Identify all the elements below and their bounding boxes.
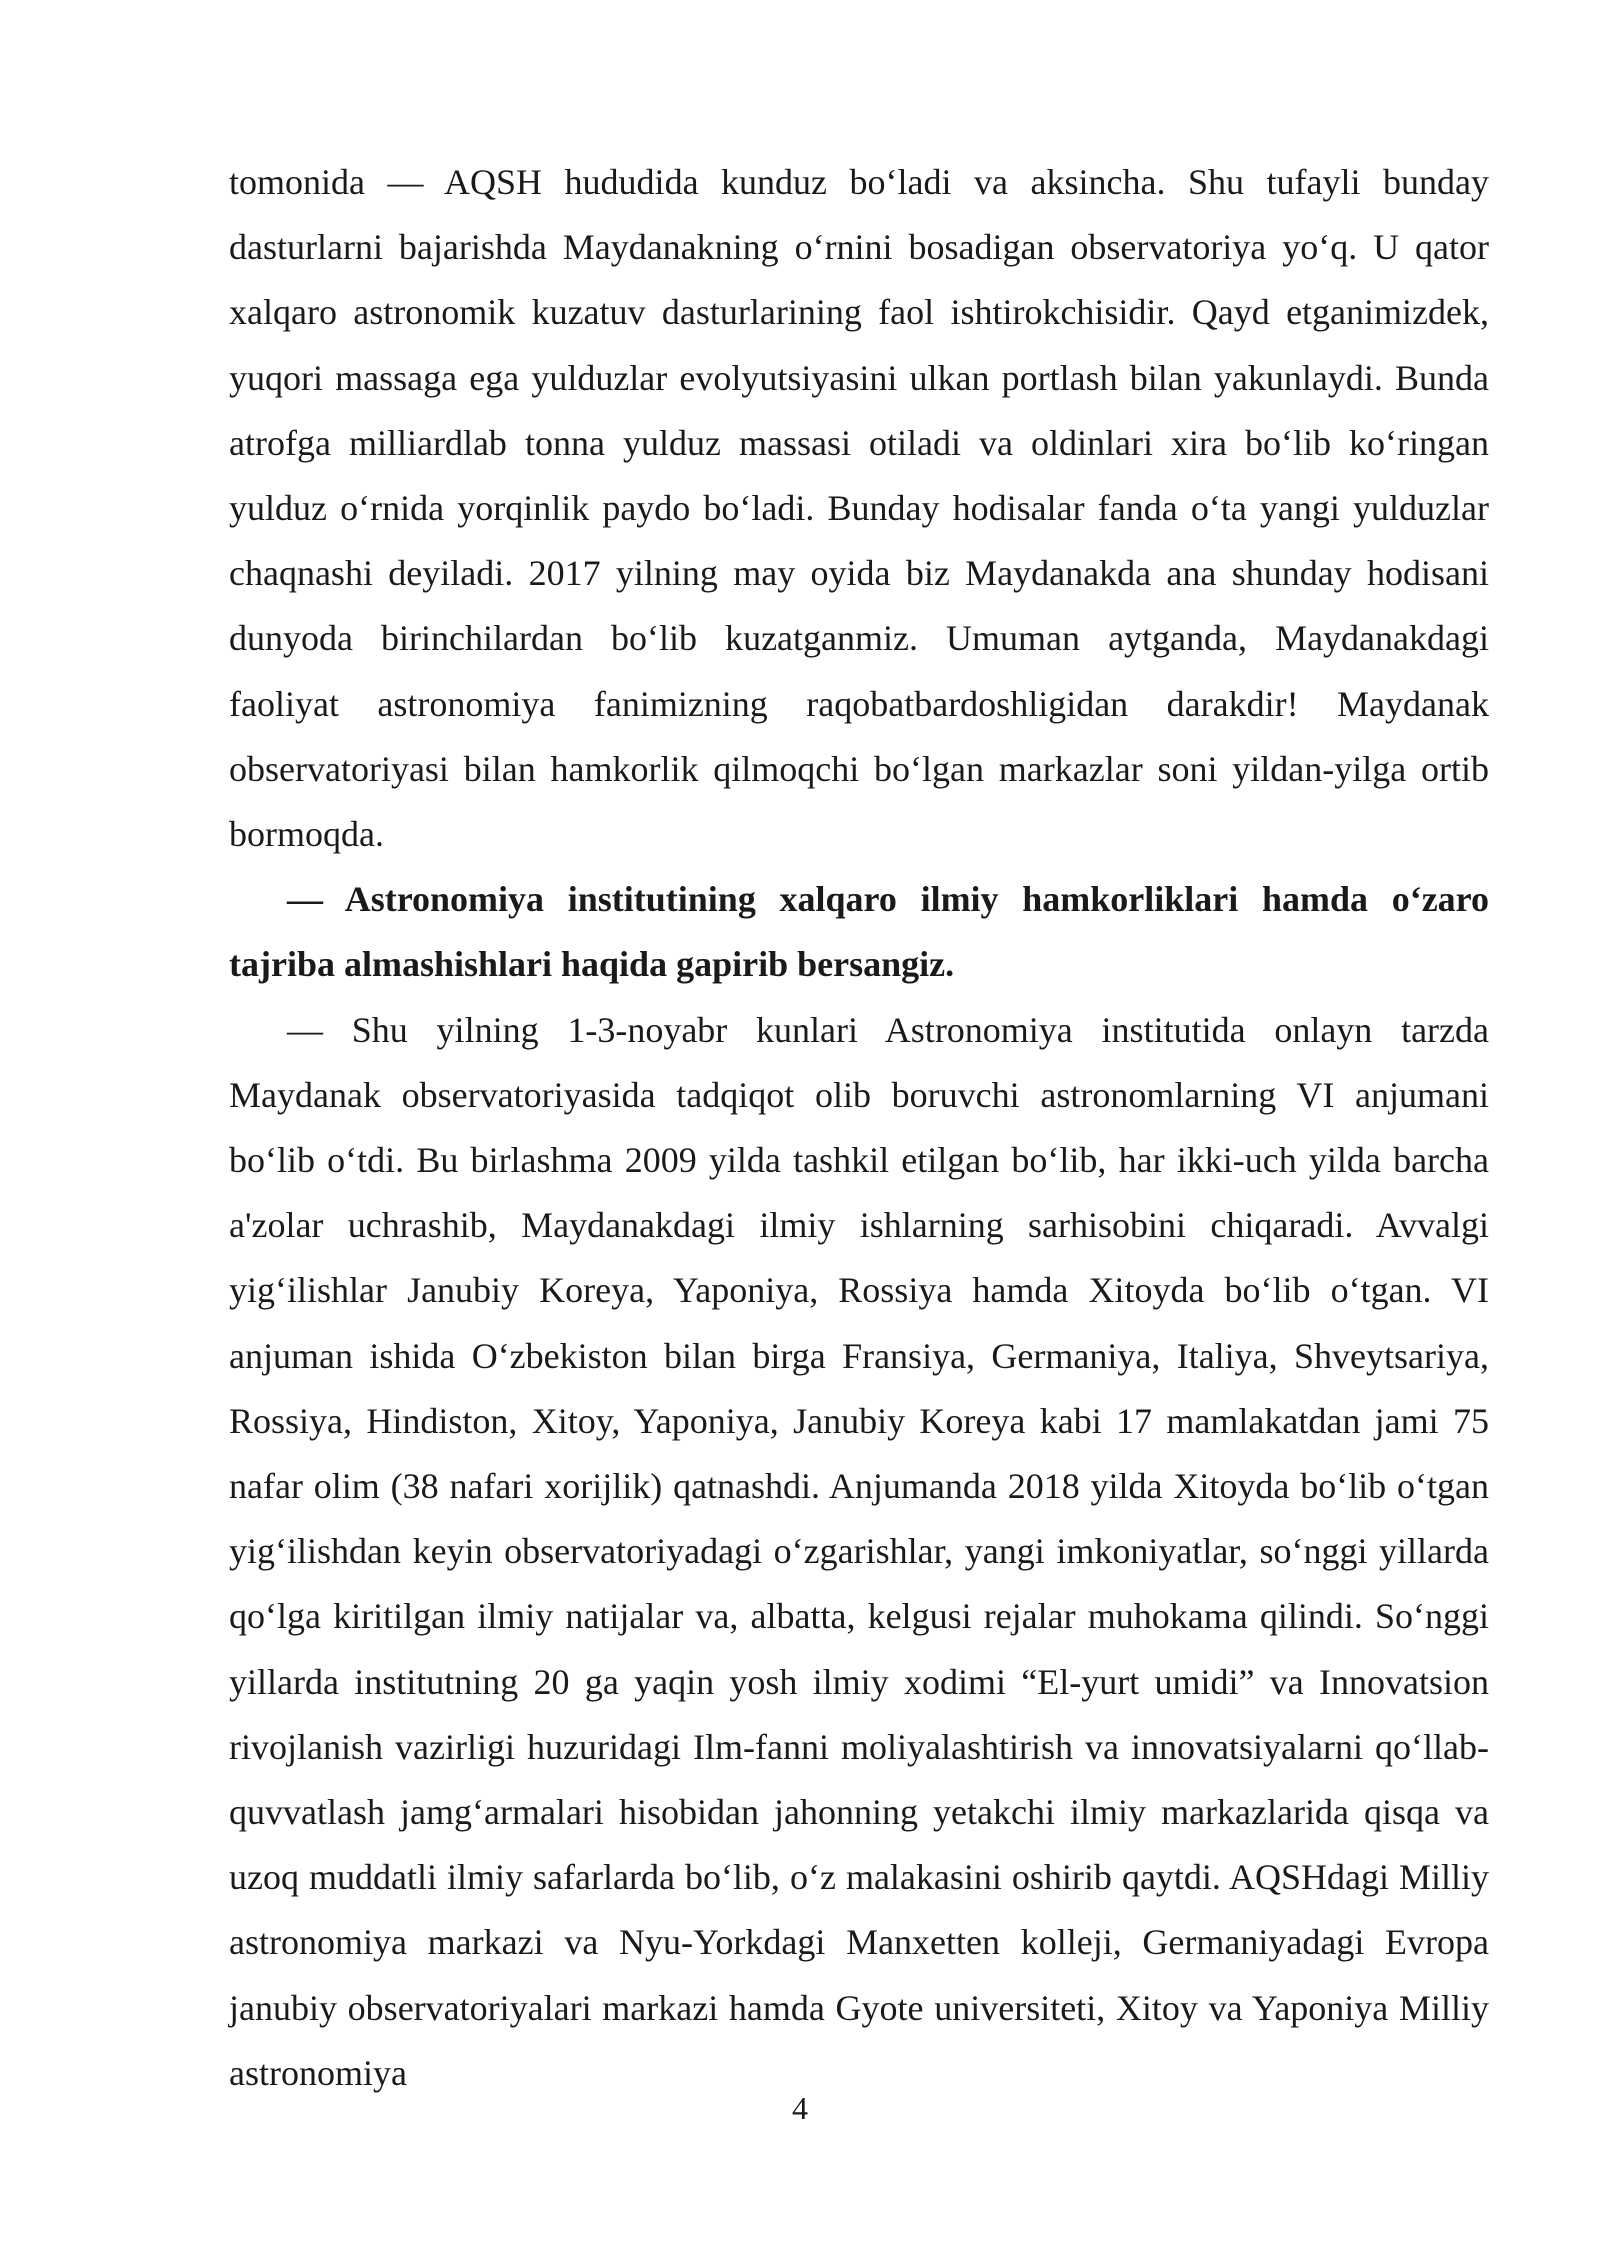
document-page [229, 150, 1489, 2106]
page-number: 4 [792, 2090, 808, 2126]
interview-answer-paragraph: — Shu yilning 1-3-noyabr kunlari Astronomiya institutida onlayn tarzda Maydanak observatoriyasida tadqiqot olib boruvchi astronomlarning VI anjumani bo‘lib o‘tdi. Bu birlashma 2009 yilda tashkil etilgan bo‘lib, har ikki-uch yilda barcha a'zolar uchrashib, Maydanakdagi ilmiy ishlarning sarhisobini chiqaradi. Avvalgi yig‘ilishlar Janubiy Koreya, Yaponiya, Rossiya hamda Xitoyda bo‘lib o‘tgan. VI anjuman ishida O‘zbekiston bilan birga Fransiya, Germaniya, Italiya, Shveytsariya, Rossiya, Hindiston, Xitoy, Yaponiya, Janubiy Koreya kabi 17 mamlakatdan jami 75 nafar olim (38 nafari xorijlik) qatnashdi. Anjumanda 2018 yilda Xitoyda bo‘lib o‘tgan yig‘ilishdan keyin observatoriyadagi o‘zgarishlar, yangi imkoniyatlar, so‘nggi yillarda qo‘lga kiritilgan ilmiy natijalar va, albatta, kelgusi rejalar muhokama qilindi. So‘nggi yillarda institutning 20 ga yaqin yosh ilmiy xodimi “El-yurt umidi” va Innovatsion rivojlanish vazirligi huzuridagi Ilm-fanni moliyalashtirish va innovatsiyalarni qo‘llab-quvvatlash jamg‘armalari hisobidan jahonning yetakchi ilmiy markazlarida qisqa va uzoq muddatli ilmiy safarlarda bo‘lib, o‘z malakasini oshirib qaytdi. AQSHdagi Milliy astronomiya markazi va Nyu-Yorkdagi Manxetten kolleji, Germaniyadagi Evropa janubiy observatoriyalari markazi hamda Gyote universiteti, Xitoy va Yaponiya Milliy astronomiya [229, 1009, 1489, 2093]
interview-question: — Astronomiya institutining xalqaro ilmiy hamkorliklari hamda o‘zaro tajriba almashishlari haqida gapirib bersangiz. [229, 879, 1489, 985]
body-paragraph-continued: tomonida — AQSH hududida kunduz bo‘ladi va aksincha. Shu tufayli bunday dasturlarni bajarishda Maydanakning o‘rnini bosadigan observatoriya yo‘q. U qator xalqaro astronomik kuzatuv dasturlarining faol ishtirokchisidir. Qayd etganimizdek, yuqori massaga ega yulduzlar evolyutsiyasini ulkan portlash bilan yakunlaydi. Bunda atrofga milliardlab tonna yulduz massasi otiladi va oldinlari xira bo‘lib ko‘ringan yulduz o‘rnida yorqinlik paydo bo‘ladi. Bunday hodisalar fanda o‘ta yangi yulduzlar chaqnashi deyiladi. 2017 yilning may oyida biz Maydanakda ana shunday hodisani dunyoda birinchilardan bo‘lib kuzatganmiz. Umuman aytganda, Maydanakdagi faoliyat astronomiya fanimizning raqobatbardoshligidan darakdir! Maydanak observatoriyasi bilan hamkorlik qilmoqchi bo‘lgan markazlar soni yildan-yilga ortib bormoqda. [229, 162, 1489, 855]
